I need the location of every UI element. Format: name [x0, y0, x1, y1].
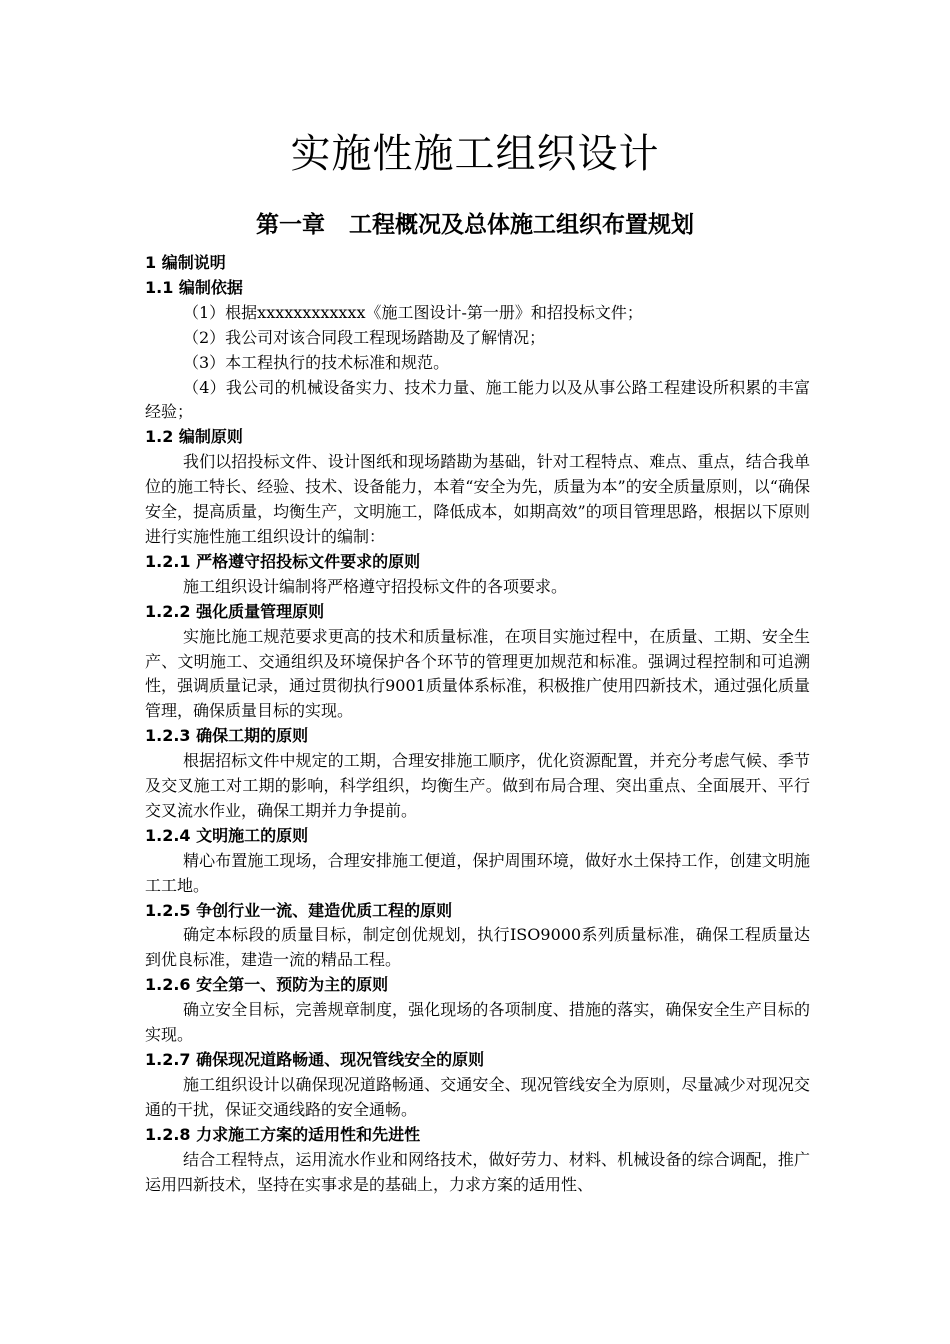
- paragraph: 施工组织设计以确保现况道路畅通、交通安全、现况管线安全为原则，尽量减少对现况交通的干扰，保证交通线路的安全通畅。: [145, 1074, 810, 1119]
- document-body: [145, 251, 810, 1197]
- paragraph: 精心布置施工现场，合理安排施工便道，保护周围环境，做好水土保持工作，创建文明施工工地。: [145, 850, 810, 895]
- section-heading: 1.2.6 安全第一、预防为主的原则: [145, 975, 389, 995]
- paragraph: （2）我公司对该合同段工程现场踏勘及了解情况；: [183, 327, 546, 347]
- section-heading: 1.2.7 确保现况道路畅通、现况管线安全的原则: [145, 1050, 485, 1069]
- paragraph: （1）根据xxxxxxxxxxxx《施工图设计-第一册》和招投标文件；: [183, 302, 643, 322]
- chapter-heading: 第一章 工程概况及总体施工组织布置规划: [255, 211, 695, 238]
- section-heading: 1.2.4 文明施工的原则: [145, 825, 309, 845]
- paragraph: 结合工程特点，运用流水作业和网络技术，做好劳力、材料、机械设备的综合调配，推广运用四新技术，坚持在实事求是的基础上，力求方案的适用性、: [145, 1149, 810, 1194]
- section-heading: 1 编制说明: [145, 253, 226, 272]
- paragraph: 确立安全目标，完善规章制度，强化现场的各项制度、措施的落实，确保安全生产目标的实现。: [145, 1000, 810, 1045]
- paragraph: （4）我公司的机械设备实力、技术力量、施工能力以及从事公路工程建设所积累的丰富经验；: [145, 377, 810, 422]
- section-heading: 1.2 编制原则: [145, 427, 243, 447]
- section-heading: 1.2.8 力求施工方案的适用性和先进性: [145, 1124, 421, 1144]
- paragraph: 我们以招投标文件、设计图纸和现场踏勘为基础，针对工程特点、难点、重点，结合我单位的施工特长、经验、技术、设备能力，本着“安全为先，质量为本”的安全质量原则，以“确保安全，提高质量，均衡生产，文明施工，降低成本，如期高效”的项目管理思路，根据以下原则进行实施性施工组织设计的编制：: [145, 452, 810, 546]
- paragraph: 确定本标段的质量目标，制定创优规划，执行ISO9000系列质量标准，确保工程质量达到优良标准，建造一流的精品工程。: [145, 925, 810, 970]
- section-heading: 1.1 编制依据: [145, 277, 243, 297]
- section-heading: 1.2.2 强化质量管理原则: [145, 601, 325, 621]
- paragraph: （3）本工程执行的技术标准和规范。: [183, 352, 450, 372]
- section-heading: 1.2.3 确保工期的原则: [145, 726, 309, 746]
- document-title: 实施性施工组织设计: [290, 131, 660, 177]
- paragraph: 实施比施工规范要求更高的技术和质量标准，在项目实施过程中，在质量、工期、安全生产、文明施工、交通组织及环境保护各个环节的管理更加规范和标准。强调过程控制和可追溯性，强调质量记录，通过贯彻执行9001质量体系标准，积极推广使用四新技术，通过强化质量管理，确保质量目标的实现。: [145, 626, 810, 721]
- paragraph: 施工组织设计编制将严格遵守招投标文件的各项要求。: [183, 576, 568, 596]
- section-heading: 1.2.1 严格遵守招投标文件要求的原则: [145, 551, 421, 571]
- paragraph: 根据招标文件中规定的工期，合理安排施工顺序，优化资源配置，并充分考虑气候、季节及交叉施工对工期的影响，科学组织，均衡生产。做到布局合理、突出重点、全面展开、平行交叉流水作业，确保工期并力争提前。: [145, 751, 810, 820]
- section-heading: 1.2.5 争创行业一流、建造优质工程的原则: [145, 900, 453, 920]
